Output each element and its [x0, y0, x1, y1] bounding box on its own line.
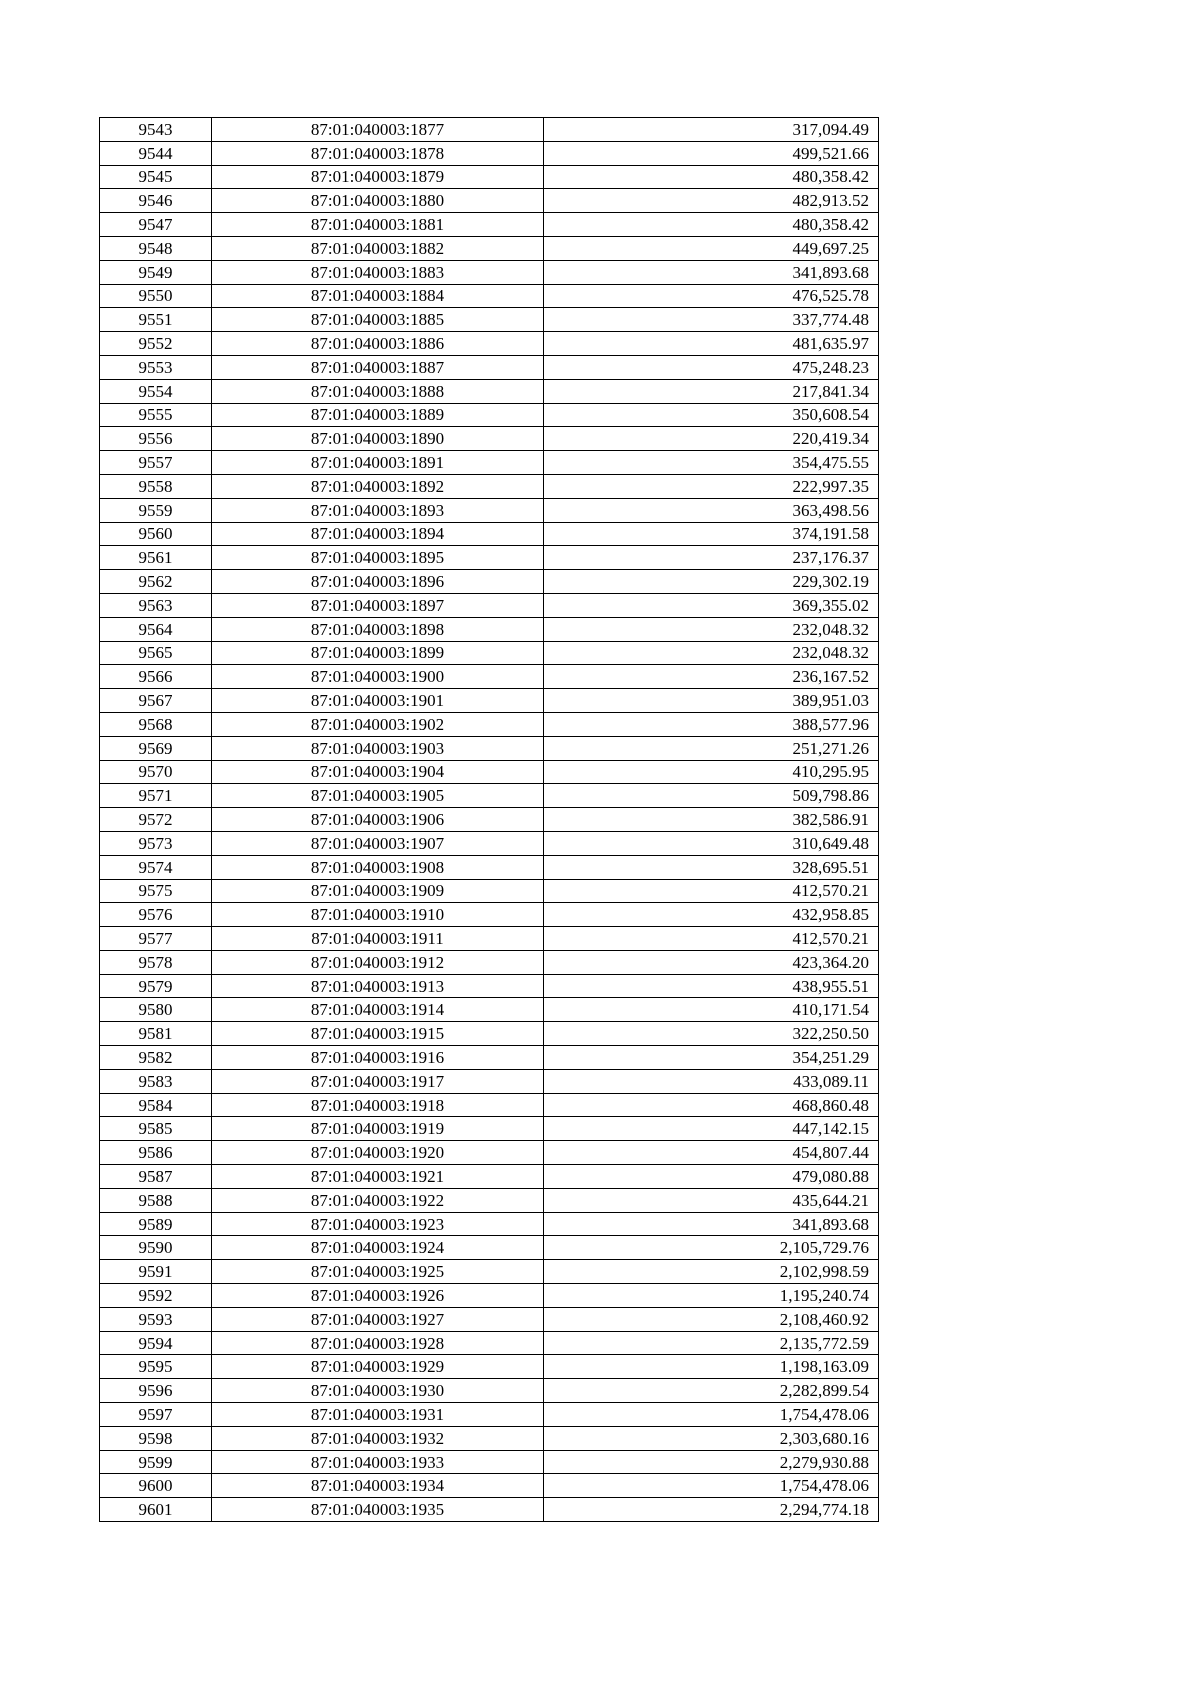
row-number-cell: 9597 [100, 1403, 212, 1427]
row-number-cell: 9585 [100, 1117, 212, 1141]
table-row [100, 308, 879, 332]
table-row [100, 498, 879, 522]
value-cell: 232,048.32 [544, 617, 879, 641]
cadastral-number-cell: 87:01:040003:1892 [212, 474, 544, 498]
row-number-cell: 9567 [100, 689, 212, 713]
cadastral-number-cell: 87:01:040003:1917 [212, 1069, 544, 1093]
cadastral-number-cell: 87:01:040003:1922 [212, 1188, 544, 1212]
cadastral-number-cell: 87:01:040003:1934 [212, 1474, 544, 1498]
value-cell: 389,951.03 [544, 689, 879, 713]
value-cell: 481,635.97 [544, 332, 879, 356]
row-number-cell: 9599 [100, 1450, 212, 1474]
table-row [100, 593, 879, 617]
row-number-cell: 9586 [100, 1141, 212, 1165]
table-row [100, 260, 879, 284]
value-cell: 251,271.26 [544, 736, 879, 760]
value-cell: 479,080.88 [544, 1165, 879, 1189]
cadastral-number-cell: 87:01:040003:1911 [212, 927, 544, 951]
row-number-cell: 9569 [100, 736, 212, 760]
table-row [100, 760, 879, 784]
row-number-cell: 9566 [100, 665, 212, 689]
cadastral-number-cell: 87:01:040003:1903 [212, 736, 544, 760]
table-row [100, 879, 879, 903]
row-number-cell: 9589 [100, 1212, 212, 1236]
table-row [100, 522, 879, 546]
cadastral-number-cell: 87:01:040003:1894 [212, 522, 544, 546]
table-row [100, 1355, 879, 1379]
row-number-cell: 9557 [100, 451, 212, 475]
value-cell: 341,893.68 [544, 260, 879, 284]
row-number-cell: 9571 [100, 784, 212, 808]
value-cell: 310,649.48 [544, 831, 879, 855]
cadastral-number-cell: 87:01:040003:1879 [212, 165, 544, 189]
value-cell: 412,570.21 [544, 879, 879, 903]
value-cell: 2,108,460.92 [544, 1307, 879, 1331]
row-number-cell: 9561 [100, 546, 212, 570]
value-cell: 410,295.95 [544, 760, 879, 784]
row-number-cell: 9546 [100, 189, 212, 213]
value-cell: 423,364.20 [544, 950, 879, 974]
value-cell: 432,958.85 [544, 903, 879, 927]
row-number-cell: 9584 [100, 1093, 212, 1117]
row-number-cell: 9595 [100, 1355, 212, 1379]
cadastral-number-cell: 87:01:040003:1880 [212, 189, 544, 213]
value-cell: 1,195,240.74 [544, 1284, 879, 1308]
cadastral-number-cell: 87:01:040003:1916 [212, 1046, 544, 1070]
table-body [100, 118, 879, 1522]
table-row [100, 927, 879, 951]
row-number-cell: 9549 [100, 260, 212, 284]
table-row [100, 546, 879, 570]
row-number-cell: 9590 [100, 1236, 212, 1260]
cadastral-number-cell: 87:01:040003:1912 [212, 950, 544, 974]
value-cell: 435,644.21 [544, 1188, 879, 1212]
cadastral-number-cell: 87:01:040003:1933 [212, 1450, 544, 1474]
table-row [100, 213, 879, 237]
table-row [100, 379, 879, 403]
table-row [100, 451, 879, 475]
row-number-cell: 9576 [100, 903, 212, 927]
value-cell: 2,102,998.59 [544, 1260, 879, 1284]
value-cell: 317,094.49 [544, 118, 879, 142]
row-number-cell: 9583 [100, 1069, 212, 1093]
cadastral-number-cell: 87:01:040003:1920 [212, 1141, 544, 1165]
row-number-cell: 9591 [100, 1260, 212, 1284]
row-number-cell: 9580 [100, 998, 212, 1022]
row-number-cell: 9574 [100, 855, 212, 879]
value-cell: 482,913.52 [544, 189, 879, 213]
row-number-cell: 9598 [100, 1426, 212, 1450]
row-number-cell: 9581 [100, 1022, 212, 1046]
value-cell: 476,525.78 [544, 284, 879, 308]
row-number-cell: 9555 [100, 403, 212, 427]
table-row [100, 165, 879, 189]
value-cell: 475,248.23 [544, 355, 879, 379]
cadastral-number-cell: 87:01:040003:1906 [212, 808, 544, 832]
table-row [100, 712, 879, 736]
cadastral-number-cell: 87:01:040003:1891 [212, 451, 544, 475]
table-row [100, 141, 879, 165]
cadastral-number-cell: 87:01:040003:1913 [212, 974, 544, 998]
value-cell: 337,774.48 [544, 308, 879, 332]
table-row [100, 1260, 879, 1284]
cadastral-number-cell: 87:01:040003:1914 [212, 998, 544, 1022]
cadastral-number-cell: 87:01:040003:1926 [212, 1284, 544, 1308]
table-row [100, 974, 879, 998]
table-row [100, 1212, 879, 1236]
row-number-cell: 9594 [100, 1331, 212, 1355]
cadastral-number-cell: 87:01:040003:1899 [212, 641, 544, 665]
row-number-cell: 9579 [100, 974, 212, 998]
row-number-cell: 9601 [100, 1498, 212, 1522]
value-cell: 2,303,680.16 [544, 1426, 879, 1450]
value-cell: 236,167.52 [544, 665, 879, 689]
cadastral-number-cell: 87:01:040003:1896 [212, 570, 544, 594]
table-row [100, 784, 879, 808]
table-row [100, 189, 879, 213]
cadastral-number-cell: 87:01:040003:1895 [212, 546, 544, 570]
table-row [100, 1307, 879, 1331]
value-cell: 412,570.21 [544, 927, 879, 951]
row-number-cell: 9592 [100, 1284, 212, 1308]
row-number-cell: 9560 [100, 522, 212, 546]
value-cell: 454,807.44 [544, 1141, 879, 1165]
cadastral-number-cell: 87:01:040003:1918 [212, 1093, 544, 1117]
cadastral-number-cell: 87:01:040003:1881 [212, 213, 544, 237]
table-row [100, 1474, 879, 1498]
cadastral-number-cell: 87:01:040003:1930 [212, 1379, 544, 1403]
value-cell: 232,048.32 [544, 641, 879, 665]
cadastral-number-cell: 87:01:040003:1923 [212, 1212, 544, 1236]
value-cell: 341,893.68 [544, 1212, 879, 1236]
cadastral-number-cell: 87:01:040003:1927 [212, 1307, 544, 1331]
table-row [100, 118, 879, 142]
value-cell: 509,798.86 [544, 784, 879, 808]
cadastral-number-cell: 87:01:040003:1893 [212, 498, 544, 522]
value-cell: 1,754,478.06 [544, 1474, 879, 1498]
row-number-cell: 9556 [100, 427, 212, 451]
cadastral-number-cell: 87:01:040003:1878 [212, 141, 544, 165]
table-row [100, 1379, 879, 1403]
table-row [100, 808, 879, 832]
row-number-cell: 9570 [100, 760, 212, 784]
cadastral-number-cell: 87:01:040003:1877 [212, 118, 544, 142]
row-number-cell: 9578 [100, 950, 212, 974]
value-cell: 2,105,729.76 [544, 1236, 879, 1260]
cadastral-number-cell: 87:01:040003:1925 [212, 1260, 544, 1284]
cadastral-number-cell: 87:01:040003:1885 [212, 308, 544, 332]
table-row [100, 1331, 879, 1355]
table-row [100, 641, 879, 665]
table-row [100, 1284, 879, 1308]
cadastral-number-cell: 87:01:040003:1929 [212, 1355, 544, 1379]
row-number-cell: 9565 [100, 641, 212, 665]
value-cell: 480,358.42 [544, 165, 879, 189]
row-number-cell: 9593 [100, 1307, 212, 1331]
row-number-cell: 9559 [100, 498, 212, 522]
row-number-cell: 9582 [100, 1046, 212, 1070]
value-cell: 222,997.35 [544, 474, 879, 498]
row-number-cell: 9545 [100, 165, 212, 189]
cadastral-number-cell: 87:01:040003:1932 [212, 1426, 544, 1450]
cadastral-number-cell: 87:01:040003:1910 [212, 903, 544, 927]
table-row [100, 950, 879, 974]
row-number-cell: 9564 [100, 617, 212, 641]
cadastral-number-cell: 87:01:040003:1935 [212, 1498, 544, 1522]
cadastral-value-table [99, 117, 879, 1522]
table-row [100, 474, 879, 498]
cadastral-number-cell: 87:01:040003:1900 [212, 665, 544, 689]
cadastral-number-cell: 87:01:040003:1915 [212, 1022, 544, 1046]
row-number-cell: 9575 [100, 879, 212, 903]
row-number-cell: 9588 [100, 1188, 212, 1212]
table-row [100, 1498, 879, 1522]
row-number-cell: 9558 [100, 474, 212, 498]
row-number-cell: 9600 [100, 1474, 212, 1498]
row-number-cell: 9572 [100, 808, 212, 832]
cadastral-number-cell: 87:01:040003:1882 [212, 236, 544, 260]
table-row [100, 855, 879, 879]
value-cell: 354,251.29 [544, 1046, 879, 1070]
value-cell: 354,475.55 [544, 451, 879, 475]
table-row [100, 1236, 879, 1260]
row-number-cell: 9550 [100, 284, 212, 308]
value-cell: 1,198,163.09 [544, 1355, 879, 1379]
table-row [100, 427, 879, 451]
row-number-cell: 9577 [100, 927, 212, 951]
table-row [100, 1069, 879, 1093]
table-row [100, 736, 879, 760]
table-row [100, 1426, 879, 1450]
table-row [100, 1403, 879, 1427]
row-number-cell: 9544 [100, 141, 212, 165]
row-number-cell: 9568 [100, 712, 212, 736]
table-row [100, 1141, 879, 1165]
table-row [100, 570, 879, 594]
value-cell: 447,142.15 [544, 1117, 879, 1141]
table-row [100, 236, 879, 260]
row-number-cell: 9551 [100, 308, 212, 332]
value-cell: 220,419.34 [544, 427, 879, 451]
cadastral-number-cell: 87:01:040003:1908 [212, 855, 544, 879]
value-cell: 1,754,478.06 [544, 1403, 879, 1427]
value-cell: 438,955.51 [544, 974, 879, 998]
cadastral-number-cell: 87:01:040003:1905 [212, 784, 544, 808]
cadastral-number-cell: 87:01:040003:1928 [212, 1331, 544, 1355]
cadastral-number-cell: 87:01:040003:1884 [212, 284, 544, 308]
table-row [100, 1046, 879, 1070]
cadastral-number-cell: 87:01:040003:1909 [212, 879, 544, 903]
value-cell: 499,521.66 [544, 141, 879, 165]
value-cell: 328,695.51 [544, 855, 879, 879]
cadastral-number-cell: 87:01:040003:1898 [212, 617, 544, 641]
table-row [100, 355, 879, 379]
value-cell: 350,608.54 [544, 403, 879, 427]
row-number-cell: 9573 [100, 831, 212, 855]
table-row [100, 284, 879, 308]
table-row [100, 998, 879, 1022]
value-cell: 2,135,772.59 [544, 1331, 879, 1355]
row-number-cell: 9553 [100, 355, 212, 379]
cadastral-number-cell: 87:01:040003:1889 [212, 403, 544, 427]
value-cell: 363,498.56 [544, 498, 879, 522]
cadastral-number-cell: 87:01:040003:1883 [212, 260, 544, 284]
row-number-cell: 9543 [100, 118, 212, 142]
row-number-cell: 9587 [100, 1165, 212, 1189]
table-row [100, 1093, 879, 1117]
cadastral-number-cell: 87:01:040003:1902 [212, 712, 544, 736]
cadastral-number-cell: 87:01:040003:1901 [212, 689, 544, 713]
table-row [100, 1165, 879, 1189]
table-row [100, 665, 879, 689]
row-number-cell: 9552 [100, 332, 212, 356]
table-row [100, 903, 879, 927]
value-cell: 237,176.37 [544, 546, 879, 570]
row-number-cell: 9548 [100, 236, 212, 260]
value-cell: 369,355.02 [544, 593, 879, 617]
row-number-cell: 9563 [100, 593, 212, 617]
table-row [100, 1450, 879, 1474]
row-number-cell: 9547 [100, 213, 212, 237]
value-cell: 217,841.34 [544, 379, 879, 403]
table-row [100, 1117, 879, 1141]
value-cell: 229,302.19 [544, 570, 879, 594]
table-row [100, 689, 879, 713]
value-cell: 449,697.25 [544, 236, 879, 260]
cadastral-number-cell: 87:01:040003:1921 [212, 1165, 544, 1189]
table-row [100, 617, 879, 641]
row-number-cell: 9562 [100, 570, 212, 594]
value-cell: 2,279,930.88 [544, 1450, 879, 1474]
value-cell: 2,282,899.54 [544, 1379, 879, 1403]
table-row [100, 403, 879, 427]
cadastral-number-cell: 87:01:040003:1888 [212, 379, 544, 403]
value-cell: 480,358.42 [544, 213, 879, 237]
value-cell: 2,294,774.18 [544, 1498, 879, 1522]
value-cell: 433,089.11 [544, 1069, 879, 1093]
cadastral-number-cell: 87:01:040003:1890 [212, 427, 544, 451]
cadastral-number-cell: 87:01:040003:1904 [212, 760, 544, 784]
cadastral-number-cell: 87:01:040003:1887 [212, 355, 544, 379]
cadastral-number-cell: 87:01:040003:1924 [212, 1236, 544, 1260]
value-cell: 322,250.50 [544, 1022, 879, 1046]
cadastral-number-cell: 87:01:040003:1907 [212, 831, 544, 855]
value-cell: 468,860.48 [544, 1093, 879, 1117]
cadastral-number-cell: 87:01:040003:1919 [212, 1117, 544, 1141]
value-cell: 374,191.58 [544, 522, 879, 546]
table-row [100, 332, 879, 356]
cadastral-number-cell: 87:01:040003:1897 [212, 593, 544, 617]
row-number-cell: 9596 [100, 1379, 212, 1403]
value-cell: 388,577.96 [544, 712, 879, 736]
table-row [100, 1188, 879, 1212]
value-cell: 410,171.54 [544, 998, 879, 1022]
cadastral-number-cell: 87:01:040003:1886 [212, 332, 544, 356]
row-number-cell: 9554 [100, 379, 212, 403]
value-cell: 382,586.91 [544, 808, 879, 832]
cadastral-number-cell: 87:01:040003:1931 [212, 1403, 544, 1427]
table-row [100, 831, 879, 855]
table-row [100, 1022, 879, 1046]
